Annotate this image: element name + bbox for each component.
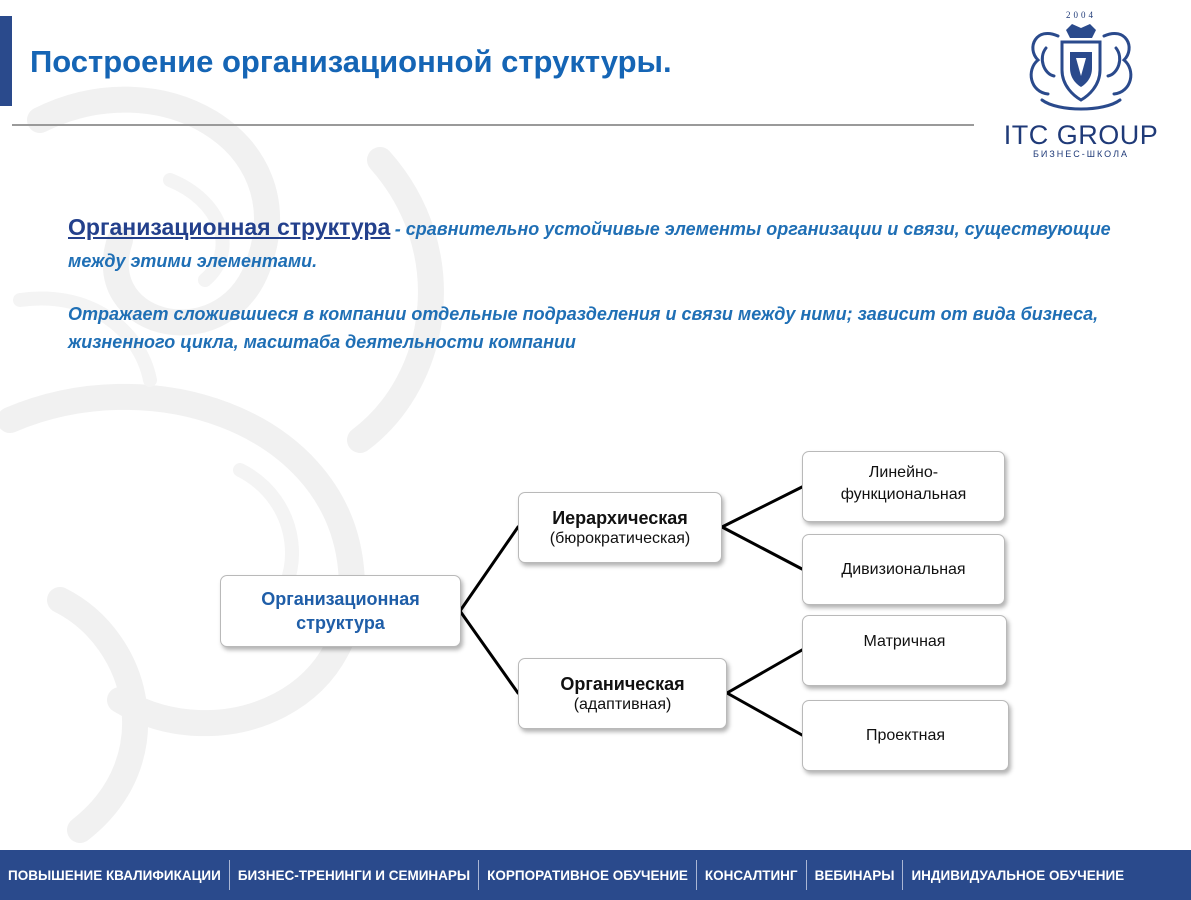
page-title: Построение организационной структуры. <box>30 44 672 79</box>
node-root-label: Организационная структура <box>261 589 420 633</box>
node-hierarchical-sublabel: (бюрократическая) <box>549 529 691 547</box>
footer-item-corporate[interactable]: КОРПОРАТИВНОЕ ОБУЧЕНИЕ <box>487 867 688 883</box>
logo-name: ITC GROUP <box>1003 120 1159 150</box>
node-linear-functional-label: Линейно-функциональная <box>840 463 967 503</box>
node-organic <box>518 658 727 729</box>
node-organic-label: Органическая <box>560 673 685 694</box>
node-linear-functional <box>802 451 1005 522</box>
node-divisional <box>802 534 1005 605</box>
logo-year: 2004 <box>1066 10 1096 20</box>
node-hierarchical <box>518 492 722 563</box>
connector-hier-divisional <box>722 527 802 569</box>
footer-item-consulting[interactable]: КОНСАЛТИНГ <box>704 867 798 883</box>
definition-term: Организационная структура <box>68 214 391 240</box>
logo-subtitle: БИЗНЕС-ШКОЛА <box>1032 149 1129 159</box>
connector-root-organic <box>460 611 518 693</box>
footer-item-qualification[interactable]: ПОВЫШЕНИЕ КВАЛИФИКАЦИИ <box>8 867 221 883</box>
connector-root-hierarchical <box>460 527 518 611</box>
definition-text: - сравнительно устойчивые элементы организации и связи, существующие между этими элементами. <box>68 219 1111 271</box>
node-divisional-label: Дивизиональная <box>841 560 966 578</box>
node-organic-sublabel: (адаптивная) <box>573 695 672 713</box>
connector-organic-matrix <box>727 650 802 693</box>
node-matrix <box>802 615 1007 686</box>
node-hierarchical-label: Иерархическая <box>552 507 688 528</box>
node-project <box>802 700 1009 771</box>
footer-item-individual[interactable]: ИНДИВИДУАЛЬНОЕ ОБУЧЕНИЕ <box>911 867 1125 883</box>
definition-paragraph: Отражает сложившиеся в компании отдельные подразделения и связи между ними; зависит от вида бизнеса, жизненного цикла, масштаба деятельности компании <box>68 304 1099 352</box>
footer-item-trainings[interactable]: БИЗНЕС-ТРЕНИНГИ И СЕМИНАРЫ <box>237 867 471 883</box>
connector-hier-linear <box>722 487 802 527</box>
node-matrix-label: Матричная <box>863 632 946 650</box>
node-project-label: Проектная <box>865 726 946 744</box>
footer-nav <box>0 850 1191 900</box>
footer-item-webinars[interactable]: ВЕБИНАРЫ <box>814 867 895 883</box>
node-org-structure <box>220 575 461 647</box>
connector-organic-project <box>727 693 802 735</box>
